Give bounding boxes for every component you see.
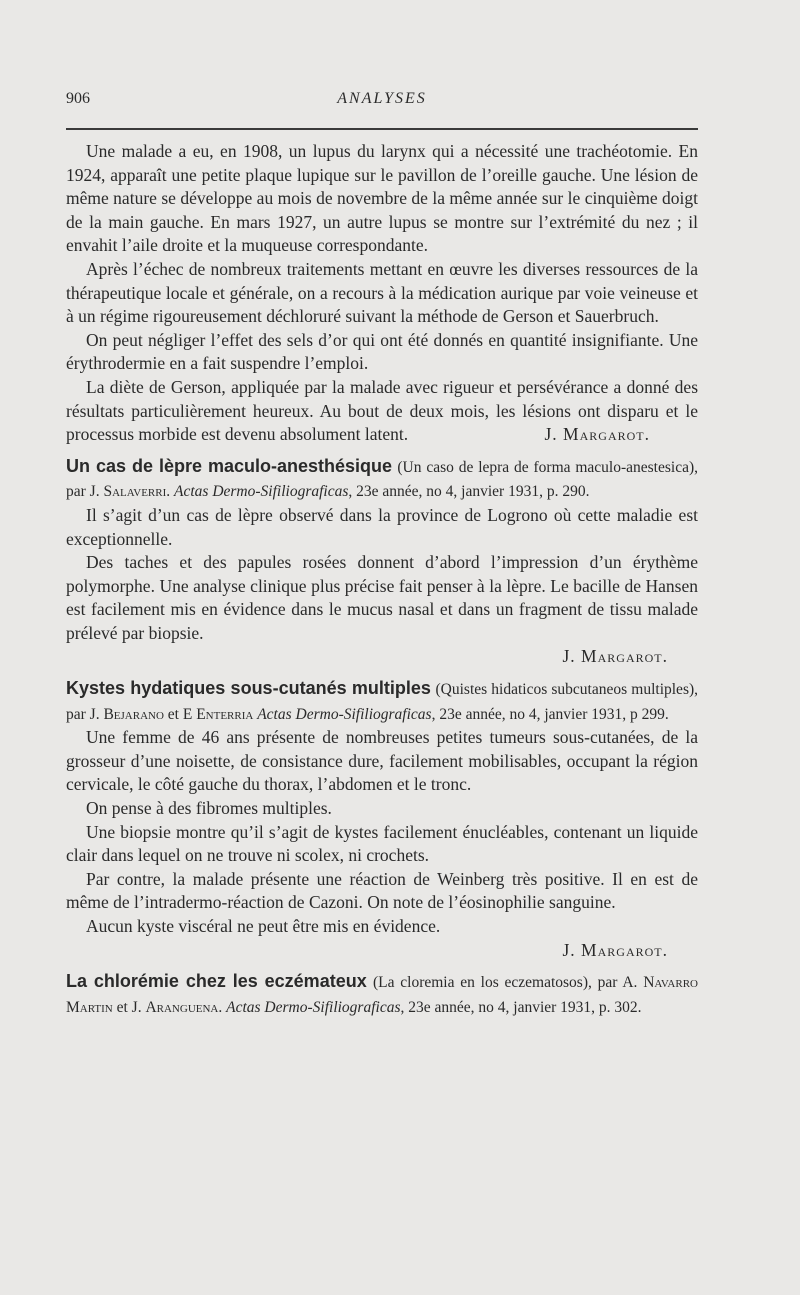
author-name: Bejarano (103, 705, 164, 723)
page-number: 906 (66, 90, 90, 107)
article-chloremie (66, 970, 698, 1019)
paragraph (66, 376, 698, 447)
paragraph: Il s’agit d’un cas de lèpre observé dans la province de Logrono où cette maladie est exceptionnelle. (66, 504, 698, 549)
entry-heading (66, 970, 698, 1019)
article-lepre (66, 455, 698, 669)
header-rule (66, 128, 698, 130)
entry-reference: (Quistes hidaticos subcutaneos multiples), par J. Bejarano et E Enterria Actas Dermo-Sifiliograficas, 23e année, no 4, janvier 1931, p 299. (66, 681, 699, 723)
author-name: Enterria (196, 705, 254, 723)
article-lupus (66, 140, 698, 447)
page-body (66, 140, 698, 1019)
entry-title: Un cas de lèpre maculo-anesthésique (66, 455, 393, 476)
paragraph: Après l’échec de nombreux traitements mettant en œuvre les diverses ressources de la thérapeutique locale et générale, on a recours à la médication aurique par voie veineuse et à un régime rigoureusement déchloruré suivant la méthode de Gerson et Sauerbruch. (66, 258, 698, 327)
signature: J. Margarot. (562, 646, 668, 667)
entry-heading (66, 455, 698, 504)
signature: J. Margarot. (562, 939, 668, 960)
author-name: Navarro Martin (66, 974, 698, 1016)
paragraph: Une malade a eu, en 1908, un lupus du larynx qui a nécessité une trachéotomie. En 1924, apparaît une petite plaque lupique sur le pavillon de l’oreille gauche. Une lésion de même nature se développe au mois de novembre de la même année sur le cinquième doigt de la main gauche. En mars 1927, un autre lupus se montre sur l’extrémité du nez ; il envahit l’aile droite et la muqueuse correspondante. (66, 141, 698, 256)
paragraph: Par contre, la malade présente une réaction de Weinberg très positive. Il en est de même de l’intradermo-réaction de Cazoni. On note de l’éosinophilie sanguine. (66, 868, 698, 913)
entry-title: Kystes hydatiques sous-cutanés multiples (66, 678, 431, 699)
paragraph: Aucun kyste viscéral ne peut être mis en évidence. (86, 916, 441, 936)
entry-reference: (La cloremia en los eczematosos), par A. Navarro Martin et J. Aranguena. Actas Dermo-Sifiliograficas, 23e année, no 4, janvier 1931, p. 302. (66, 974, 698, 1016)
signature: J. Margarot. (544, 424, 650, 445)
journal-name: Actas Dermo-Sifiliograficas (174, 483, 349, 501)
journal-name: Actas Dermo-Sifiliograficas (226, 998, 401, 1016)
running-title: ANALYSES (337, 90, 427, 107)
entry-title: La chlorémie chez les eczémateux (66, 971, 367, 992)
page-header (66, 90, 698, 114)
paragraph: Des taches et des papules rosées donnent d’abord l’impression d’un érythème polymorphe. Une analyse clinique plus précise fait penser à la lèpre. Le bacille de Hansen est facilement mis en évidence dans le mucus nasal et dans un fragment de tissu malade prélevé par biopsie. (66, 552, 698, 643)
paragraph: On pense à des fibromes multiples. (86, 798, 332, 819)
paragraph-text: La diète de Gerson, appliquée par la malade avec rigueur et persévérance a donné des résultats particulièrement heureux. Au bout de deux mois, les lésions ont disparu et le processus morbide est devenu absolument latent. (66, 376, 698, 445)
author-name: Aranguena (145, 998, 219, 1016)
entry-heading (66, 677, 698, 726)
entry-reference: (Un caso de lepra de forma maculo-anestesica), par J. Salaverri. Actas Dermo-Sifiliograficas, 23e année, no 4, janvier 1931, p. 290. (66, 458, 699, 501)
paragraph: Une biopsie montre qu’il s’agit de kystes facilement énucléables, contenant un liquide clair dans lequel on ne trouve ni scolex, ni crochets. (66, 821, 698, 866)
paragraph: On peut négliger l’effet des sels d’or qui ont été donnés en quantité insignifiante. Une érythrodermie en a fait suspendre l’emploi. (66, 329, 698, 374)
journal-name: Actas Dermo-Sifiliograficas (257, 705, 432, 723)
paragraph: Une femme de 46 ans présente de nombreuses petites tumeurs sous-cutanées, de la grosseur d’une noisette, de consistance dure, facilement mobilisables, occupant la région cervicale, le côté gauche du thorax, l’abdomen et le tronc. (66, 727, 698, 795)
author-name: Salaverri (103, 483, 167, 501)
article-kystes (66, 677, 698, 962)
